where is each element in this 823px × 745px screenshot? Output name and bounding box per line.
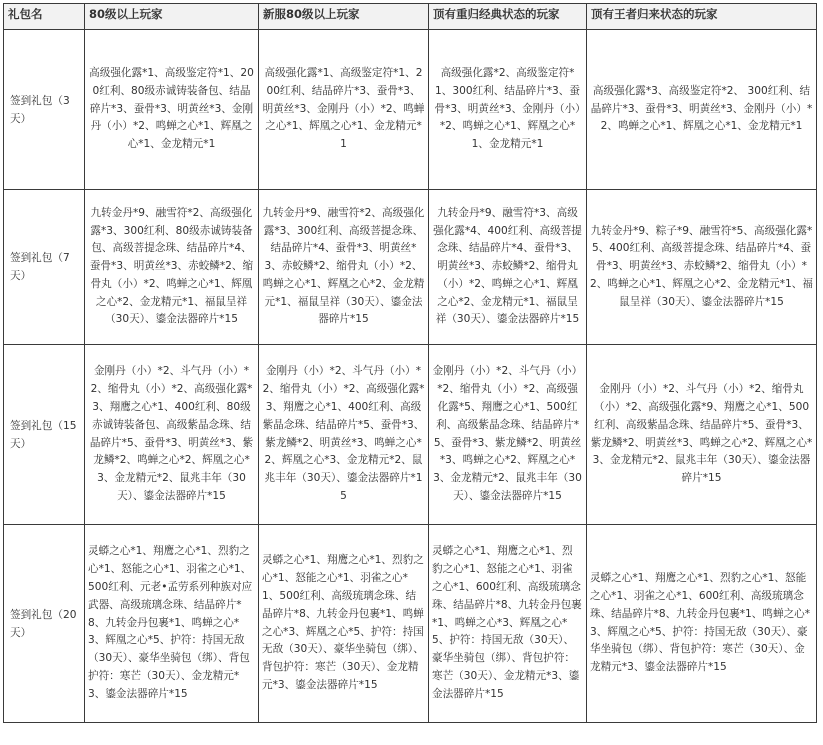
reward-cell: 灵蟒之心*1、翔鹰之心*1、烈豹之心*1、怒能之心*1、羽雀之心*1、600红利、高级琉璃念珠、结晶碎片*8、九转金丹包裹*1、鸣蝉之心*3、辉凰之心*5、护符：持国无敌（30天）、豪华坐骑包（绑）、背包护符：寒芒（30天）、金龙精元*3、鎏金法器碎片*15: [429, 525, 587, 723]
gift-pack-table: [3, 3, 817, 723]
reward-cell: 九转金丹*9、融雪符*2、高级强化露*3、300红利、80级赤诚铸装备包、高级菩提念珠、结晶碎片*4、蚕骨*3、明黄丝*3、赤蛟鳞*2、缩骨丸（小）*2、鸣蝉之心*1、辉凰之心*2、金龙精元*1、福鼠呈祥（30天）、鎏金法器碎片*15: [85, 190, 259, 345]
reward-cell: 灵蟒之心*1、翔鹰之心*1、烈豹之心*1、怒能之心*1、羽雀之心*1、500红利、元老•孟劳系列种族对应武器、高级琉璃念珠、结晶碎片*8、九转金丹包裹*1、鸣蝉之心*3、辉凰之心*5、护符：持国无敌（30天）、豪华坐骑包（绑）、背包护符：寒芒（30天）、金龙精元*3、鎏金法器碎片*15: [85, 525, 259, 723]
header-row: [4, 4, 817, 30]
header-pack-name: 礼包名: [4, 4, 85, 30]
reward-cell: 金刚丹（小）*2、斗气丹（小）*2、缩骨丸（小）*2、高级强化露*9、翔鹰之心*1、500红利、高级紫晶念珠、结晶碎片*5、蚕骨*3、紫龙鳞*2、明黄丝*3、鸣蝉之心*2、辉凰之心*3、金龙精元*2、鼠兆丰年（30天）、鎏金法器碎片*15: [587, 345, 817, 525]
header-king-return-players: 顶有王者归来状态的玩家: [587, 4, 817, 30]
header-new-server-players: 新服80级以上玩家: [259, 4, 429, 30]
reward-cell: 九转金丹*9、粽子*9、融雪符*5、高级强化露*5、400红利、高级菩提念珠、结晶碎片*4、蚕骨*3、明黄丝*3、赤蛟鳞*2、缩骨丸（小）*2、鸣蝉之心*1、辉凰之心*2、金龙精元*1、福鼠呈祥（30天）、鎏金法器碎片*15: [587, 190, 817, 345]
pack-name-cell: 签到礼包（3天）: [4, 30, 85, 190]
pack-name-cell: 签到礼包（15天）: [4, 345, 85, 525]
table-row: [4, 525, 817, 723]
reward-cell: 金刚丹（小）*2、斗气丹（小）*2、缩骨丸（小）*2、高级强化露*3、翔鹰之心*1、400红利、高级紫晶念珠、结晶碎片*5、蚕骨*3、紫龙鳞*2、明黄丝*3、鸣蝉之心*2、辉凰之心*3、金龙精元*2、鼠兆丰年（30天）、鎏金法器碎片*15: [259, 345, 429, 525]
reward-cell: 金刚丹（小）*2、斗气丹（小）*2、缩骨丸（小）*2、高级强化露*3、翔鹰之心*1、400红利、80级赤诚铸装备包、高级紫晶念珠、结晶碎片*5、蚕骨*3、明黄丝*3、紫龙鳞*2、鸣蝉之心*2、辉凰之心*3、金龙精元*2、鼠兆丰年（30天）、鎏金法器碎片*15: [85, 345, 259, 525]
pack-name-cell: 签到礼包（7天）: [4, 190, 85, 345]
header-level80-players: 80级以上玩家: [85, 4, 259, 30]
reward-cell: 灵蟒之心*1、翔鹰之心*1、烈豹之心*1、怒能之心*1、羽雀之心*1、600红利、高级琉璃念珠、结晶碎片*8、九转金丹包裹*1、鸣蝉之心*3、辉凰之心*5、护符：持国无敌（30天）、豪华坐骑包（绑）、背包护符：寒芒（30天）、金龙精元*3、鎏金法器碎片*15: [587, 525, 817, 723]
reward-cell: 金刚丹（小）*2、斗气丹（小）*2、缩骨丸（小）*2、高级强化露*5、翔鹰之心*1、500红利、高级紫晶念珠、结晶碎片*5、蚕骨*3、紫龙鳞*2、明黄丝*3、鸣蝉之心*2、辉凰之心*3、金龙精元*2、鼠兆丰年（30天）、鎏金法器碎片*15: [429, 345, 587, 525]
reward-cell: 九转金丹*9、融雪符*2、高级强化露*3、300红利、高级菩提念珠、结晶碎片*4、蚕骨*3、明黄丝*3、赤蛟鳞*2、缩骨丸（小）*2、鸣蝉之心*1、辉凰之心*2、金龙精元*1、福鼠呈祥（30天）、鎏金法器碎片*15: [259, 190, 429, 345]
header-classic-return-players: 顶有重归经典状态的玩家: [429, 4, 587, 30]
table-row: [4, 190, 817, 345]
reward-cell: 灵蟒之心*1、翔鹰之心*1、烈豹之心*1、怒能之心*1、羽雀之心*1、500红利、高级琉璃念珠、结晶碎片*8、九转金丹包裹*1、鸣蝉之心*3、辉凰之心*5、护符：持国无敌（30天）、豪华坐骑包（绑）、背包护符：寒芒（30天）、金龙精元*3、鎏金法器碎片*15: [259, 525, 429, 723]
table-row: [4, 30, 817, 190]
reward-cell: 高级强化露*3、高级鉴定符*2、 300红利、结晶碎片*3、蚕骨*3、明黄丝*3、金刚丹（小）*2、鸣蝉之心*1、辉凰之心*1、金龙精元*1: [587, 30, 817, 190]
reward-cell: 高级强化露*1、高级鉴定符*1、200红利、结晶碎片*3、蚕骨*3、明黄丝*3、金刚丹（小）*2、鸣蝉之心*1、辉凰之心*1、金龙精元*1: [259, 30, 429, 190]
table-row: [4, 345, 817, 525]
pack-name-cell: 签到礼包（20天）: [4, 525, 85, 723]
reward-cell: 高级强化露*1、高级鉴定符*1、200红利、80级赤诚铸装备包、结晶碎片*3、蚕骨*3、明黄丝*3、金刚丹（小）*2、鸣蝉之心*1、辉凰之心*1、金龙精元*1: [85, 30, 259, 190]
reward-cell: 九转金丹*9、融雪符*3、高级强化露*4、400红利、高级菩提念珠、结晶碎片*4、蚕骨*3、明黄丝*3、赤蛟鳞*2、缩骨丸（小）*2、鸣蝉之心*1、辉凰之心*2、金龙精元*1、福鼠呈祥（30天）、鎏金法器碎片*15: [429, 190, 587, 345]
reward-cell: 高级强化露*2、高级鉴定符*1、300红利、结晶碎片*3、蚕骨*3、明黄丝*3、金刚丹（小）*2、鸣蝉之心*1、辉凰之心*1、金龙精元*1: [429, 30, 587, 190]
